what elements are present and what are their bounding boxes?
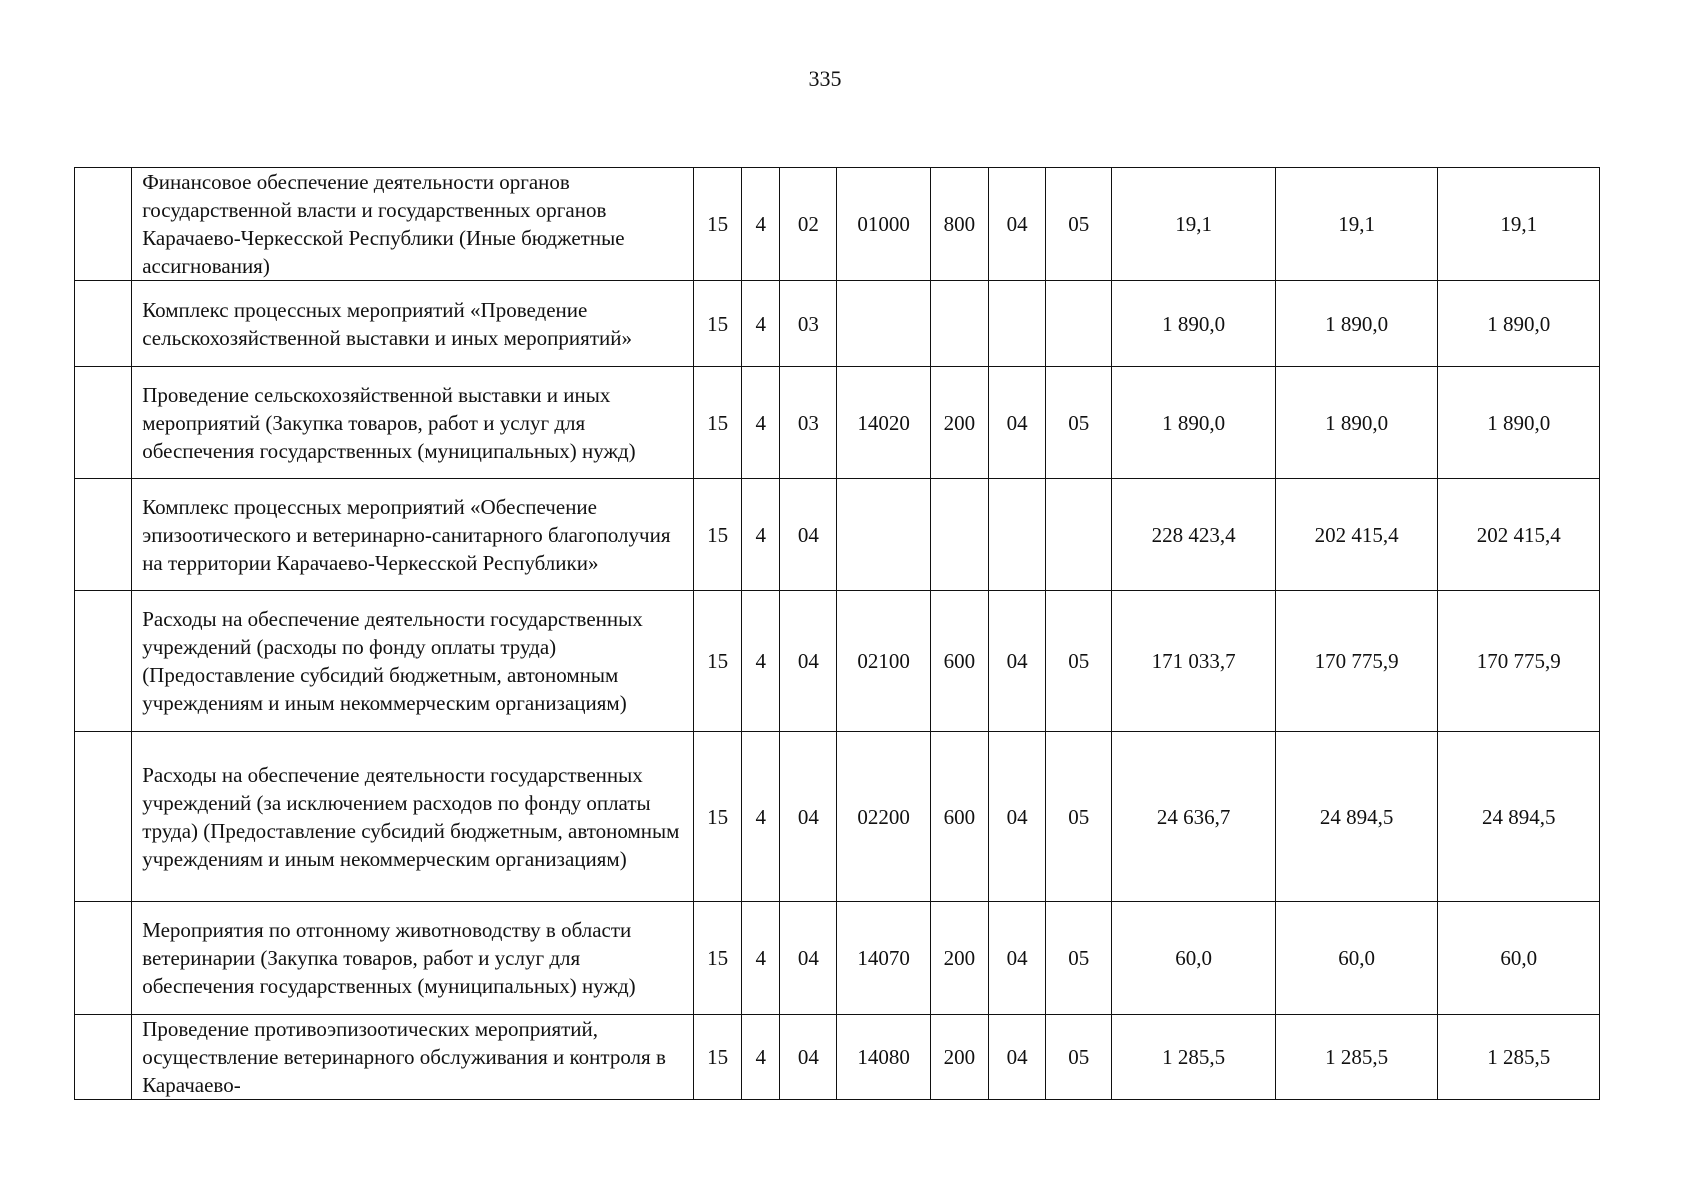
- code-cell: [988, 281, 1045, 367]
- code-cell: 4: [742, 479, 780, 591]
- code-cell: 200: [930, 902, 988, 1015]
- code-cell: 15: [694, 902, 742, 1015]
- description-cell: Комплекс процессных мероприятий «Обеспечение эпизоотического и ветеринарно-санитарного благополучия на территории Карачаево-Черкесской Республики»: [132, 479, 694, 591]
- code-cell: 600: [930, 591, 988, 732]
- code-cell: 4: [742, 732, 780, 902]
- budget-table: [74, 167, 1600, 1100]
- code-cell: 05: [1046, 591, 1112, 732]
- amount-cell: 170 775,9: [1438, 591, 1600, 732]
- row-number-cell: [75, 732, 132, 902]
- code-cell: 15: [694, 1015, 742, 1100]
- amount-cell: 1 285,5: [1438, 1015, 1600, 1100]
- code-cell: 14080: [837, 1015, 930, 1100]
- code-cell: 4: [742, 367, 780, 479]
- amount-cell: 1 890,0: [1275, 281, 1438, 367]
- table-row: [75, 732, 1600, 902]
- code-cell: 04: [988, 367, 1045, 479]
- table-row: [75, 281, 1600, 367]
- code-cell: [1046, 281, 1112, 367]
- code-cell: 04: [780, 1015, 837, 1100]
- amount-cell: 171 033,7: [1112, 591, 1276, 732]
- row-number-cell: [75, 281, 132, 367]
- code-cell: 200: [930, 367, 988, 479]
- code-cell: [837, 281, 930, 367]
- amount-cell: 60,0: [1438, 902, 1600, 1015]
- amount-cell: 228 423,4: [1112, 479, 1276, 591]
- code-cell: 4: [742, 591, 780, 732]
- code-cell: 200: [930, 1015, 988, 1100]
- table-row: [75, 1015, 1600, 1100]
- code-cell: [1046, 479, 1112, 591]
- row-number-cell: [75, 591, 132, 732]
- code-cell: 4: [742, 902, 780, 1015]
- amount-cell: 1 890,0: [1112, 281, 1276, 367]
- code-cell: 04: [988, 1015, 1045, 1100]
- row-number-cell: [75, 367, 132, 479]
- amount-cell: 170 775,9: [1275, 591, 1438, 732]
- code-cell: 04: [988, 168, 1045, 281]
- code-cell: 03: [780, 281, 837, 367]
- amount-cell: 24 894,5: [1275, 732, 1438, 902]
- amount-cell: 19,1: [1438, 168, 1600, 281]
- code-cell: 04: [988, 591, 1045, 732]
- table-row: [75, 168, 1600, 281]
- amount-cell: 1 285,5: [1112, 1015, 1276, 1100]
- amount-cell: 1 890,0: [1275, 367, 1438, 479]
- code-cell: 15: [694, 732, 742, 902]
- amount-cell: 1 890,0: [1438, 367, 1600, 479]
- code-cell: 4: [742, 1015, 780, 1100]
- amount-cell: 60,0: [1112, 902, 1276, 1015]
- code-cell: 05: [1046, 367, 1112, 479]
- code-cell: 4: [742, 281, 780, 367]
- code-cell: 04: [780, 902, 837, 1015]
- code-cell: 04: [780, 591, 837, 732]
- description-cell: Финансовое обеспечение деятельности органов государственной власти и государственных органов Карачаево-Черкесской Республики (Иные бюджетные ассигнования): [132, 168, 694, 281]
- code-cell: 15: [694, 281, 742, 367]
- amount-cell: 60,0: [1275, 902, 1438, 1015]
- amount-cell: 202 415,4: [1275, 479, 1438, 591]
- code-cell: 04: [780, 479, 837, 591]
- table-row: [75, 591, 1600, 732]
- amount-cell: 24 894,5: [1438, 732, 1600, 902]
- code-cell: 15: [694, 591, 742, 732]
- amount-cell: 24 636,7: [1112, 732, 1276, 902]
- code-cell: [930, 281, 988, 367]
- row-number-cell: [75, 168, 132, 281]
- row-number-cell: [75, 1015, 132, 1100]
- code-cell: 04: [988, 732, 1045, 902]
- code-cell: 04: [780, 732, 837, 902]
- code-cell: 05: [1046, 902, 1112, 1015]
- row-number-cell: [75, 479, 132, 591]
- amount-cell: 19,1: [1275, 168, 1438, 281]
- page-number: 335: [808, 66, 842, 91]
- code-cell: [930, 479, 988, 591]
- code-cell: 15: [694, 168, 742, 281]
- code-cell: 03: [780, 367, 837, 479]
- code-cell: 02: [780, 168, 837, 281]
- code-cell: 01000: [837, 168, 930, 281]
- code-cell: 04: [988, 902, 1045, 1015]
- amount-cell: 1 890,0: [1438, 281, 1600, 367]
- description-cell: Мероприятия по отгонному животноводству в области ветеринарии (Закупка товаров, работ и услуг для обеспечения государственных (муниципальных) нужд): [132, 902, 694, 1015]
- code-cell: [837, 479, 930, 591]
- code-cell: 600: [930, 732, 988, 902]
- code-cell: 800: [930, 168, 988, 281]
- description-cell: Расходы на обеспечение деятельности государственных учреждений (за исключением расходов по фонду оплаты труда) (Предоставление субсидий бюджетным, автономным учреждениям и иным некоммерческим организациям): [132, 732, 694, 902]
- description-cell: Проведение противоэпизоотических мероприятий, осуществление ветеринарного обслуживания и контроля в Карачаево-: [132, 1015, 694, 1100]
- table-row: [75, 367, 1600, 479]
- amount-cell: 1 285,5: [1275, 1015, 1438, 1100]
- description-cell: Комплекс процессных мероприятий «Проведение сельскохозяйственной выставки и иных мероприятий»: [132, 281, 694, 367]
- description-cell: Расходы на обеспечение деятельности государственных учреждений (расходы по фонду оплаты труда) (Предоставление субсидий бюджетным, автономным учреждениям и иным некоммерческим организациям): [132, 591, 694, 732]
- amount-cell: 1 890,0: [1112, 367, 1276, 479]
- table-row: [75, 479, 1600, 591]
- code-cell: 14070: [837, 902, 930, 1015]
- amount-cell: 19,1: [1112, 168, 1276, 281]
- amount-cell: 202 415,4: [1438, 479, 1600, 591]
- code-cell: 05: [1046, 1015, 1112, 1100]
- code-cell: [988, 479, 1045, 591]
- table-row: [75, 902, 1600, 1015]
- code-cell: 05: [1046, 168, 1112, 281]
- code-cell: 15: [694, 367, 742, 479]
- code-cell: 02100: [837, 591, 930, 732]
- code-cell: 02200: [837, 732, 930, 902]
- description-cell: Проведение сельскохозяйственной выставки и иных мероприятий (Закупка товаров, работ и услуг для обеспечения государственных (муниципальных) нужд): [132, 367, 694, 479]
- code-cell: 4: [742, 168, 780, 281]
- code-cell: 05: [1046, 732, 1112, 902]
- row-number-cell: [75, 902, 132, 1015]
- code-cell: 15: [694, 479, 742, 591]
- code-cell: 14020: [837, 367, 930, 479]
